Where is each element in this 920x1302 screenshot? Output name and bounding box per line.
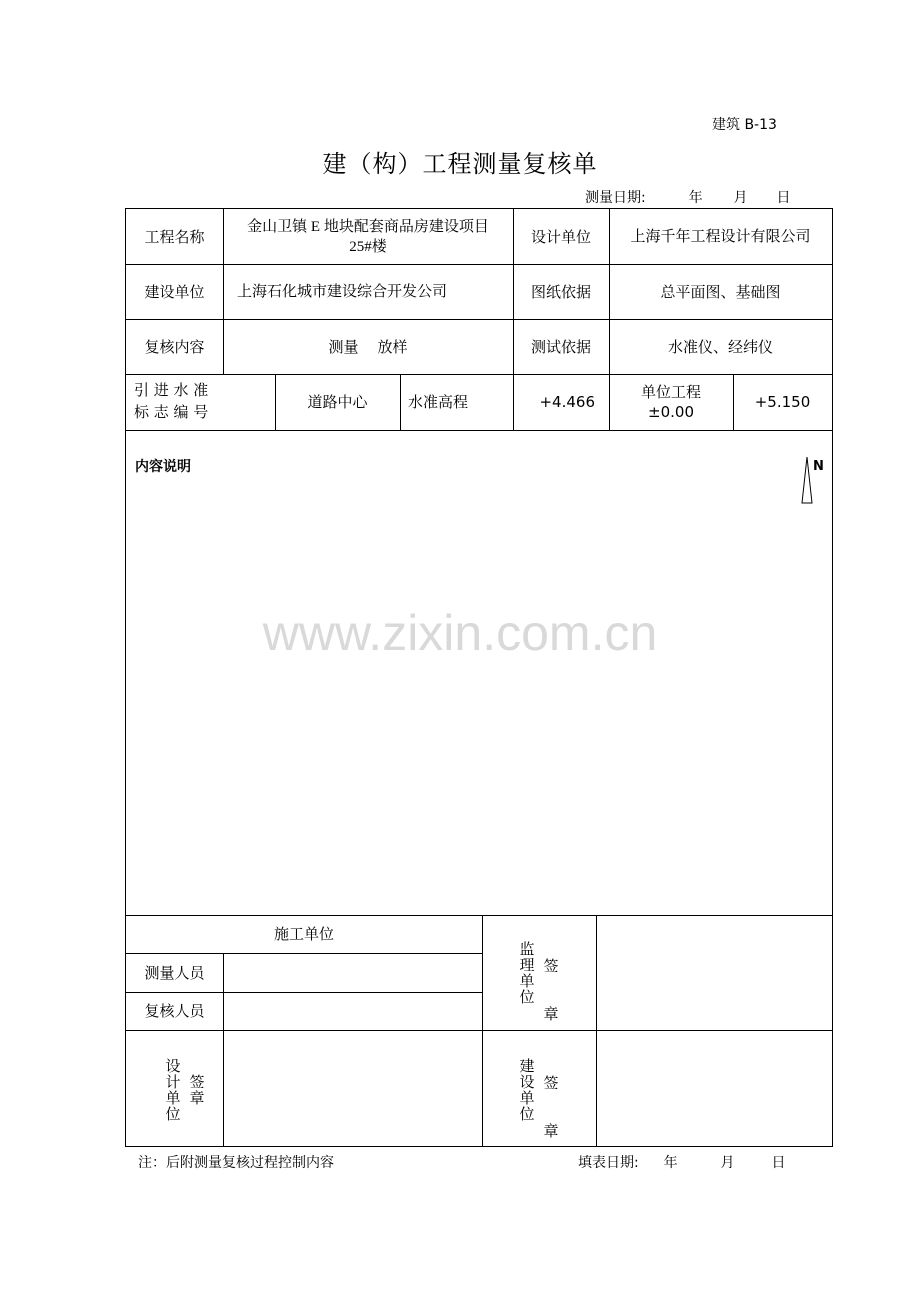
drawing-basis-label: 图纸依据: [530, 282, 591, 301]
review-content-label: 复核内容: [144, 337, 205, 356]
fill-date-label: 填表日期:: [578, 1155, 639, 1171]
footer-note: 注：后附测量复核过程控制内容: [138, 1155, 334, 1171]
owner-seal-label: 签章: [543, 1074, 559, 1140]
builder-label: 建设单位: [144, 282, 205, 301]
fill-date-month: 月: [720, 1155, 735, 1171]
measure-date-label: 测量日期:: [585, 190, 646, 206]
project-name-line1: 金山卫镇 E 地块配套商品房建设项目: [247, 218, 489, 235]
form-code: 建筑 B-13: [712, 117, 777, 133]
measure-date-day: 日: [776, 190, 791, 206]
content-description-label: 内容说明: [135, 459, 191, 475]
project-name-line2: 25#楼: [349, 238, 387, 255]
benchmark-label-line1: 引 进 水 准: [134, 381, 209, 399]
project-name-label: 工程名称: [144, 227, 205, 246]
fill-date-year: 年: [663, 1155, 678, 1171]
unit-project-value: +5.150: [754, 393, 811, 411]
design-unit-label: 设计单位: [530, 227, 591, 246]
unit-project-label: [609, 374, 733, 430]
review-content-value: 测量 放样: [328, 337, 408, 356]
project-name-value: [223, 209, 513, 264]
level-elevation-label: 水准高程: [408, 393, 469, 411]
supervision-unit-label: 监理单位: [519, 940, 535, 1006]
builder-value: 上海石化城市建设综合开发公司: [237, 283, 448, 300]
level-elevation-value: +4.466: [539, 393, 595, 411]
owner-unit-sign-label: 建设单位: [519, 1057, 535, 1123]
reviewer-label: 复核人员: [144, 1002, 205, 1020]
surveyor-label: 测量人员: [144, 963, 205, 982]
page-title: 建（构）工程测量复核单: [322, 150, 598, 178]
benchmark-label-line2: 标 志 编 号: [134, 403, 209, 421]
unit-project-label-line1: 单位工程: [640, 383, 701, 401]
design-seal-label: 签章: [189, 1073, 205, 1107]
test-basis-label: 测试依据: [530, 337, 591, 356]
design-unit-value: 上海千年工程设计有限公司: [630, 228, 811, 245]
benchmark-label: [134, 379, 208, 423]
drawing-basis-value: 总平面图、基础图: [660, 282, 781, 301]
measure-date: [585, 187, 790, 207]
supervision-seal-label: 签章: [543, 957, 559, 1023]
north-label: N: [813, 459, 824, 474]
fill-date: [578, 1152, 785, 1172]
unit-project-label-line2: ±0.00: [648, 403, 694, 421]
measure-date-month: 月: [733, 190, 748, 206]
construction-unit-header: 施工单位: [273, 925, 334, 943]
benchmark-value: 道路中心: [307, 393, 368, 411]
review-form-table: [125, 208, 833, 1147]
design-unit-sign-label: 设计单位: [165, 1057, 181, 1123]
measure-date-year: 年: [688, 190, 703, 206]
test-basis-value: 水准仪、经纬仪: [667, 337, 773, 356]
watermark: www.zixin.com.cn: [262, 605, 658, 661]
fill-date-day: 日: [771, 1155, 786, 1171]
